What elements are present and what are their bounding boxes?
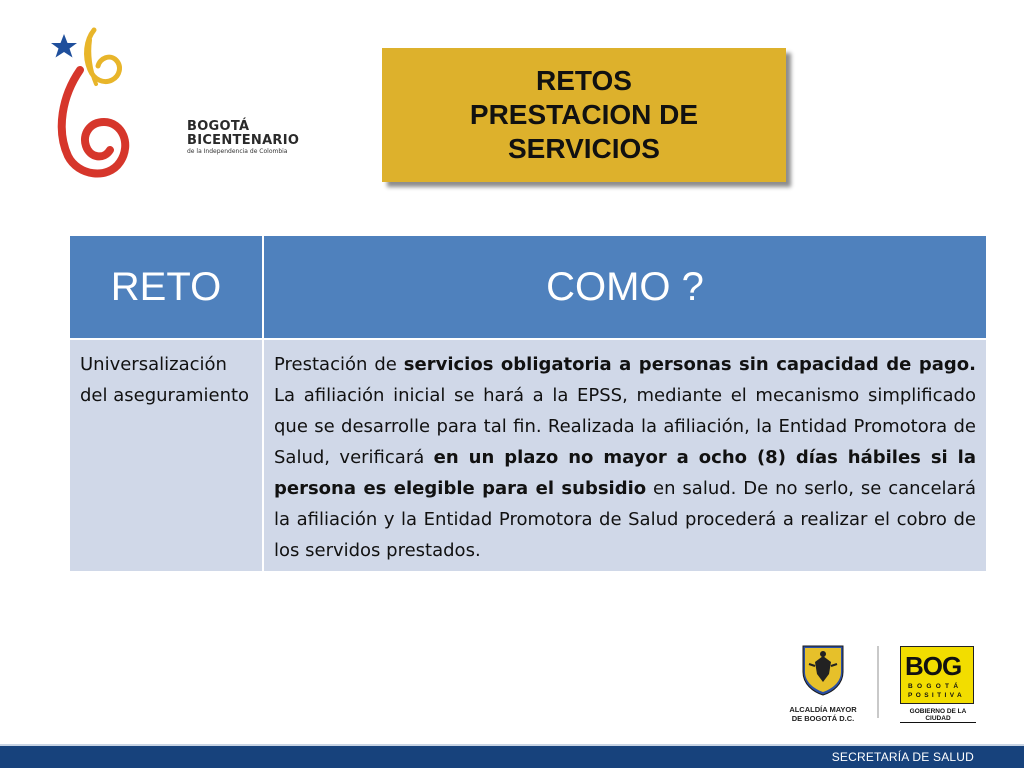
logo-line-2: BICENTENARIO bbox=[187, 133, 300, 148]
como-segment-3: La afiliación inicial se hará a la EPSS, mediante el mecanismo simplificado que se desarrolle para tal fin. Realizada la afiliación, la Entidad Promotora de Salud, verificará bbox=[274, 385, 976, 468]
bog-logo-main: BOG bbox=[905, 651, 962, 681]
alcaldia-text bbox=[776, 705, 870, 723]
column-header-como: COMO ? bbox=[263, 235, 987, 339]
logo-text bbox=[187, 120, 299, 155]
logo-line-3: de la Independencia de Colombia bbox=[187, 148, 288, 155]
cell-reto: Universalización del aseguramiento bbox=[69, 339, 263, 572]
slide-title bbox=[382, 48, 786, 182]
bog-logo-box bbox=[900, 646, 974, 704]
title-line-2: PRESTACION DE bbox=[469, 99, 699, 130]
bog-logo-sub2: POSITIVA bbox=[908, 692, 966, 699]
alcaldia-line-2: DE BOGOTÁ D.C. bbox=[791, 714, 855, 723]
footer-label: SECRETARÍA DE SALUD bbox=[831, 750, 974, 764]
footer-bar bbox=[0, 744, 1024, 768]
logo-divider bbox=[877, 646, 879, 718]
bicentenario-emblem-icon bbox=[46, 26, 146, 186]
alcaldia-logo bbox=[776, 644, 870, 724]
table-header-row bbox=[69, 235, 987, 339]
bogota-coat-of-arms-icon bbox=[799, 644, 847, 696]
como-segment-5: en salud. De no serlo, se cancelará la afiliación y la Entidad Promotora de Salud procederá a realizar el cobro de los servidos prestados. bbox=[274, 478, 976, 561]
title-line-3: SERVICIOS bbox=[508, 133, 660, 164]
bogota-positiva-logo bbox=[900, 646, 976, 722]
retos-table bbox=[68, 234, 988, 573]
logo-line-1: BOGOTÁ bbox=[187, 119, 250, 134]
cell-como bbox=[263, 339, 987, 572]
column-header-reto: RETO bbox=[69, 235, 263, 339]
bogota-bicentenario-logo bbox=[46, 26, 300, 186]
alcaldia-line-1: ALCALDÍA MAYOR bbox=[789, 705, 857, 714]
como-segment-1: Prestación de bbox=[274, 354, 404, 375]
bog-logo-sub1: BOGOTÁ bbox=[908, 683, 963, 690]
bog-logo-gov: GOBIERNO DE LA CIUDAD bbox=[900, 708, 976, 723]
title-line-1: RETOS bbox=[536, 65, 632, 96]
como-segment-2-bold: servicios obligatoria a personas sin capacidad de pago. bbox=[403, 354, 976, 375]
como-segment-4-bold: en un plazo no mayor a ocho (8) días hábiles si la persona es elegible para el subsidio bbox=[274, 447, 976, 499]
table-row bbox=[69, 339, 987, 572]
